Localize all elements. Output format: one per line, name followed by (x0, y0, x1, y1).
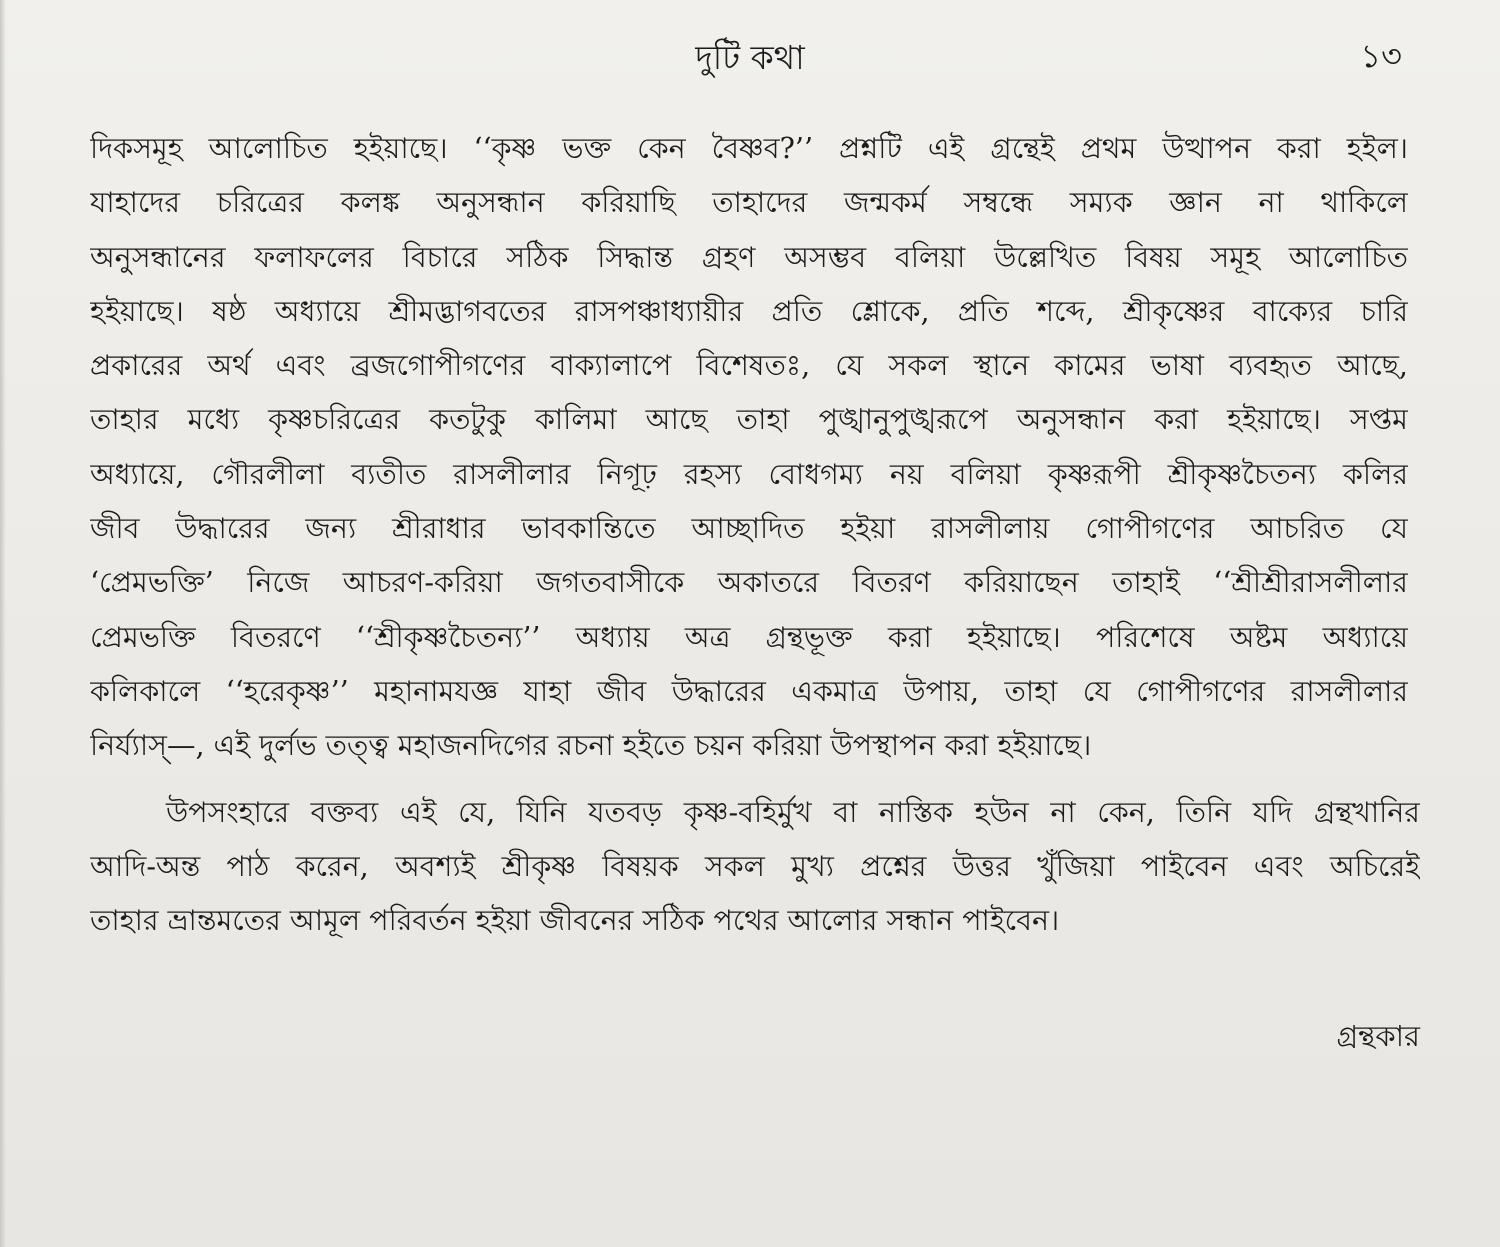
author-signature: গ্রন্থকার (1336, 1019, 1420, 1053)
text-line: অনুসন্ধানের ফলাফলের বিচারে সঠিক সিদ্ধান্ত গ্রহণ অসম্ভব বলিয়া উল্লেখিত বিষয় সমূহ আলোচিত (90, 240, 1408, 274)
text-line: জীব উদ্ধারের জন্য শ্রীরাধার ভাবকান্তিতে আচ্ছাদিত হইয়া রাসলীলায় গোপীগণের আচরিত যে (90, 512, 1408, 546)
text-line: আদি-অন্ত পাঠ করেন, অবশ্যই শ্রীকৃষ্ণ বিষয়ক সকল মুখ্য প্রশ্নের উত্তর খুঁজিয়া পাইবেন এবং অচিরেই (90, 849, 1420, 883)
paragraph-gap (90, 774, 1408, 786)
paragraph-2 (90, 786, 1420, 949)
text-line: দিকসমূহ আলোচিত হইয়াছে। ‘‘কৃষ্ণ ভক্ত কেন বৈষ্ণব?’’ প্রশ্নটি এই গ্রন্থেই প্রথম উত্থাপন করা হইল। (90, 132, 1408, 165)
text-line: কলিকালে ‘‘হরেকৃষ্ণ’’ মহানামযজ্ঞ যাহা জীব উদ্ধারের একমাত্র উপায়, তাহা যে গোপীগণের রাসলীলার (90, 674, 1408, 708)
body-text (90, 122, 1420, 948)
running-header-title: দুটি কথা (695, 38, 805, 77)
text-line: তাহার ভ্রান্তমতের আমূল পরিবর্তন হইয়া জীবনের সঠিক পথের আলোর সন্ধান পাইবেন। (90, 904, 1060, 938)
text-line: উপসংহারে বক্তব্য এই যে, যিনি যতবড় কৃষ্ণ-বহির্মুখ বা নাস্তিক হউন না কেন, তিনি যদি গ্রন্থখানির (166, 795, 1420, 829)
text-line: নির্য্যাস্—, এই দুর্লভ তত্ত্ব মহাজনদিগের রচনা হইতে চয়ন করিয়া উপস্থাপন করা হইয়াছে। (90, 729, 1092, 763)
text-line: ‘প্রেমভক্তি’ নিজে আচরণ-করিয়া জগতবাসীকে অকাতরে বিতরণ করিয়াছেন তাহাই ‘‘শ্রীশ্রীরাসলীলার (90, 566, 1408, 600)
text-line: অধ্যায়ে, গৌরলীলা ব্যতীত রাসলীলার নিগূঢ় রহস্য বোধগম্য নয় বলিয়া কৃষ্ণরূপী শ্রীকৃষ্ণচৈতন্য কলির (90, 457, 1408, 491)
text-line: প্রকারের অর্থ এবং ব্রজগোপীগণের বাক্যালাপে বিশেষতঃ, যে সকল স্থানে কামের ভাষা ব্যবহৃত আছে, (90, 349, 1408, 383)
paragraph-1 (90, 122, 1408, 774)
text-line: তাহার মধ্যে কৃষ্ণচরিত্রের কতটুকু কালিমা আছে তাহা পুঙ্খানুপুঙ্খরূপে অনুসন্ধান করা হইয়াছে। সপ্তম (90, 403, 1408, 437)
page-number: ১৩ (1360, 37, 1402, 75)
text-line: যাহাদের চরিত্রের কলঙ্ক অনুসন্ধান করিয়াছি তাহাদের জন্মকর্ম সম্বন্ধে সম্যক জ্ঞান না থাকিলে (90, 186, 1408, 220)
text-line: হইয়াছে। ষষ্ঠ অধ্যায়ে শ্রীমদ্ভাগবতের রাসপঞ্চাধ্যায়ীর প্রতি শ্লোকে, প্রতি শব্দে, শ্রীকৃষ্ণের বাক্যের চারি (90, 294, 1408, 328)
text-line: প্রেমভক্তি বিতরণে ‘‘শ্রীকৃষ্ণচৈতন্য’’ অধ্যায় অত্র গ্রন্থভূক্ত করা হইয়াছে। পরিশেষে অষ্টম অধ্যায়ে (90, 620, 1408, 654)
page-edge-shadow (0, 0, 6, 1247)
